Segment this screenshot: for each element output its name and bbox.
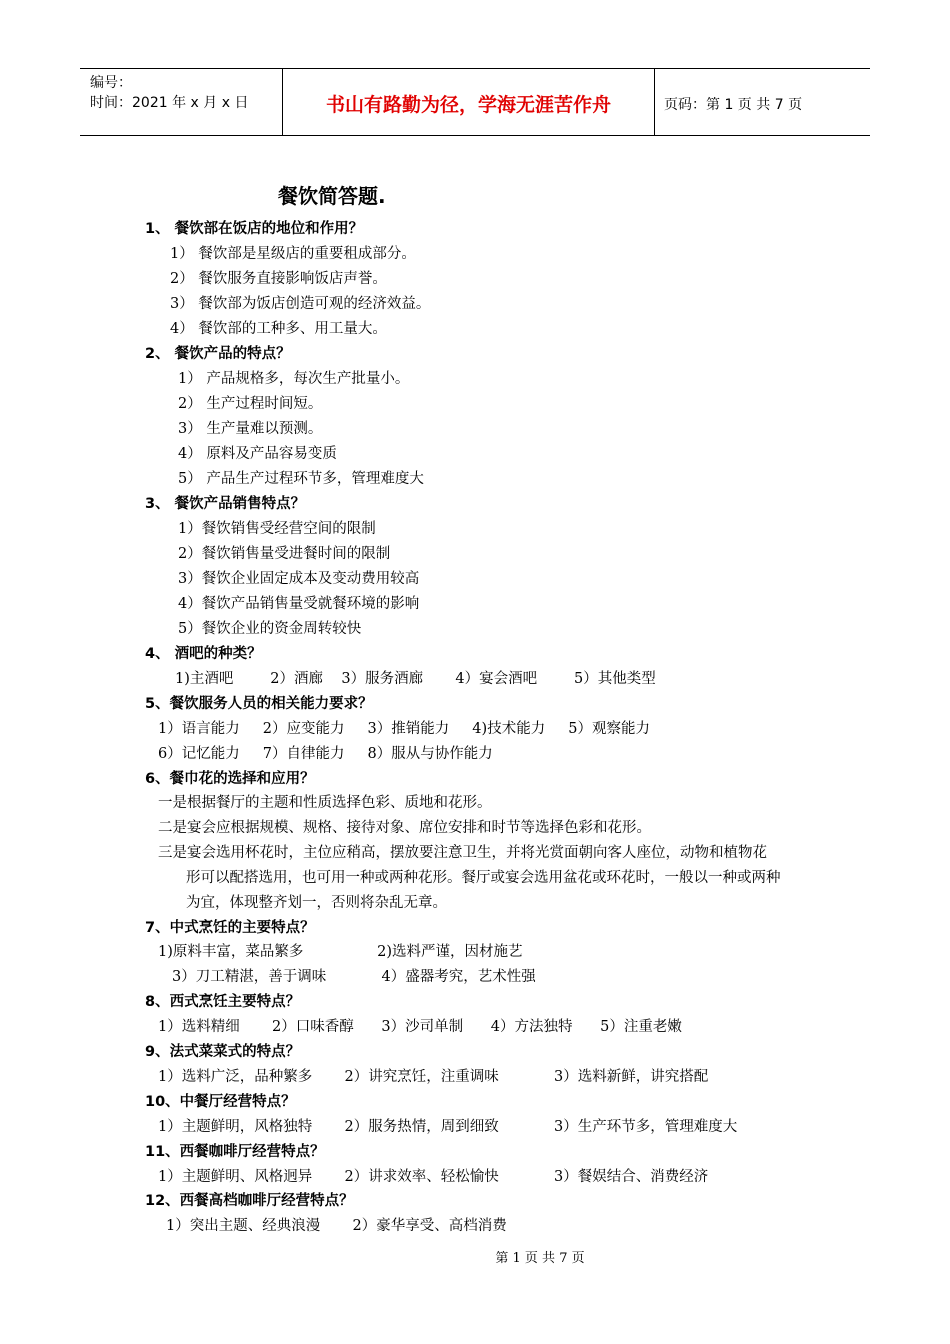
answer-line: 5）餐饮企业的资金周转较快 bbox=[178, 621, 362, 637]
answer-line: 1)原料丰富，菜品繁多 2)选料严谨，因材施艺 bbox=[158, 944, 523, 960]
answer-line: 4） 餐饮部的工种多、用工量大。 bbox=[170, 321, 387, 337]
answer-line: 4） 原料及产品容易变质 bbox=[178, 446, 337, 462]
header-divider-right bbox=[654, 68, 655, 135]
header-number: 编号： bbox=[90, 75, 132, 91]
answer-line: 为宜，体现整齐划一，否则将杂乱无章。 bbox=[186, 895, 447, 911]
question-1: 1、 餐饮部在饭店的地位和作用？ bbox=[145, 221, 364, 237]
question-3: 3、 餐饮产品销售特点？ bbox=[145, 496, 306, 512]
header-top-rule bbox=[80, 68, 870, 69]
question-12: 12、西餐高档咖啡厅经营特点？ bbox=[145, 1193, 354, 1209]
answer-line: 2） 餐饮服务直接影响饭店声誉。 bbox=[170, 271, 387, 287]
answer-line: 6）记忆能力 7）自律能力 8）服从与协作能力 bbox=[158, 746, 493, 762]
answer-line: 3）餐饮企业固定成本及变动费用较高 bbox=[178, 571, 420, 587]
question-5: 5、餐饮服务人员的相关能力要求？ bbox=[145, 696, 373, 712]
answer-line: 1）突出主题、经典浪漫 2）豪华享受、高档消费 bbox=[166, 1218, 507, 1234]
answer-line: 2）餐饮销售量受进餐时间的限制 bbox=[178, 546, 391, 562]
answer-line: 5） 产品生产过程环节多，管理难度大 bbox=[178, 471, 424, 487]
page-title: 餐饮简答题. bbox=[278, 184, 386, 208]
question-7: 7、中式烹饪的主要特点？ bbox=[145, 920, 315, 936]
question-9: 9、法式菜菜式的特点？ bbox=[145, 1044, 301, 1060]
question-2: 2、 餐饮产品的特点？ bbox=[145, 346, 291, 362]
answer-line: 1）主题鲜明、风格迥异 2）讲求效率、轻松愉快 3）餐娱结合、消费经济 bbox=[158, 1169, 709, 1185]
answer-line: 三是宴会选用杯花时，主位应稍高，摆放要注意卫生，并将光赏面朝向客人座位，动物和植物花 bbox=[158, 845, 767, 861]
question-6: 6、餐巾花的选择和应用？ bbox=[145, 771, 315, 787]
header-time: 时间：2021 年 x 月 x 日 bbox=[90, 95, 249, 111]
answer-line: 3）刀工精湛，善于调味 4）盛器考究，艺术性强 bbox=[172, 969, 536, 985]
answer-line: 二是宴会应根据规模、规格、接待对象、席位安排和时节等选择色彩和花形。 bbox=[158, 820, 651, 836]
answer-line: 2） 生产过程时间短。 bbox=[178, 396, 323, 412]
answer-line: 1)主酒吧 2）酒廊 3）服务酒廊 4）宴会酒吧 5）其他类型 bbox=[175, 671, 656, 687]
answer-line: 4）餐饮产品销售量受就餐环境的影响 bbox=[178, 596, 420, 612]
answer-line: 1） 餐饮部是星级店的重要租成部分。 bbox=[170, 246, 416, 262]
header-page: 页码：第 1 页 共 7 页 bbox=[664, 97, 803, 113]
answer-line: 1）语言能力 2）应变能力 3）推销能力 4)技术能力 5）观察能力 bbox=[158, 721, 650, 737]
page-footer: 第 1 页 共 7 页 bbox=[495, 1251, 585, 1266]
answer-line: 形可以配搭选用，也可用一种或两种花形。餐厅或宴会选用盆花或环花时，一般以一种或两种 bbox=[186, 870, 781, 886]
question-11: 11、西餐咖啡厅经营特点？ bbox=[145, 1144, 325, 1160]
answer-line: 1）主题鲜明，风格独特 2）服务热情，周到细致 3）生产环节多，管理难度大 bbox=[158, 1119, 738, 1135]
answer-line: 3） 生产量难以预测。 bbox=[178, 421, 323, 437]
question-10: 10、中餐厅经营特点？ bbox=[145, 1094, 296, 1110]
answer-line: 1）餐饮销售受经营空间的限制 bbox=[178, 521, 376, 537]
answer-paragraph bbox=[158, 791, 878, 916]
question-4: 4、 酒吧的种类？ bbox=[145, 646, 262, 662]
answer-line: 1）选料精细 2）口味香醇 3）沙司单制 4）方法独特 5）注重老嫩 bbox=[158, 1019, 682, 1035]
answer-line: 3） 餐饮部为饭店创造可观的经济效益。 bbox=[170, 296, 431, 312]
answer-line: 1） 产品规格多，每次生产批量小。 bbox=[178, 371, 410, 387]
answer-line: 1）选料广泛，品种繁多 2）讲究烹饪，注重调味 3）选料新鲜，讲究搭配 bbox=[158, 1069, 709, 1085]
answer-line: 一是根据餐厅的主题和性质选择色彩、质地和花形。 bbox=[158, 795, 492, 811]
header-bottom-rule bbox=[80, 135, 870, 136]
question-8: 8、西式烹饪主要特点？ bbox=[145, 994, 301, 1010]
header-motto: 书山有路勤为径，学海无涯苦作舟 bbox=[325, 94, 611, 116]
